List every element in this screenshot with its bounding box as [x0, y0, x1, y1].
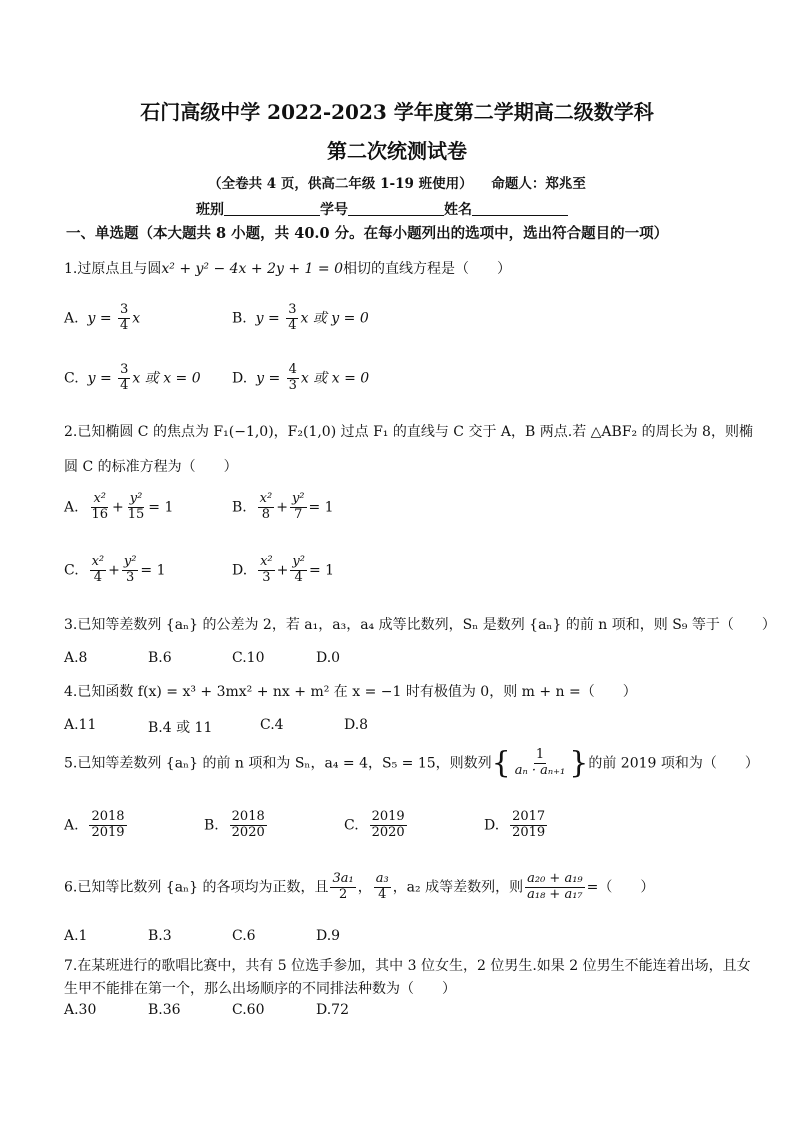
question-3-option-c[interactable]: C.10 [232, 650, 265, 666]
question-4-option-a[interactable]: A.11 [64, 717, 97, 733]
question-5-option-b[interactable]: B. $\frac{2018}{2020}$ [204, 809, 265, 840]
question-6-option-c[interactable]: C.6 [232, 928, 256, 944]
exam-info: （全卷共 4 页，供高二年级 1-19 班使用） 命题人：郑兆至 [208, 176, 586, 192]
question-1-option-d[interactable]: D. y = $\frac{4}{3}$ x 或 x = 0 [232, 362, 370, 393]
question-7-stem-line-1: 7.在某班进行的歌唱比赛中，共有 5 位选手参加，其中 3 位女生，2 位男生.如果 2 位男生不能连着出场，且女 [64, 958, 751, 974]
question-7-option-b[interactable]: B.36 [148, 1002, 181, 1018]
question-7-stem-line-2: 生甲不能排在第一个，那么出场顺序的不同排法种数为（ ） [64, 981, 456, 997]
question-2-option-c[interactable]: C. $\frac{\text{x²}}{4}$ + $\frac{\text{y²}}{3}$ = 1 [64, 554, 166, 585]
question-2-option-a[interactable]: A. $\frac{\text{x²}}{16}$ + $\frac{\text{y²}}{15}$ = 1 [64, 491, 174, 522]
question-7-option-a[interactable]: A.30 [64, 1002, 97, 1018]
question-1-stem: 1.过原点且与圆x² + y² − 4x + 2y + 1 = 0相切的直线方程是（ ） [64, 261, 511, 277]
question-4-option-d[interactable]: D.8 [344, 717, 369, 733]
name-blank[interactable] [472, 202, 568, 216]
question-1-option-c[interactable]: C. y = $\frac{3}{4}$ x 或 x = 0 [64, 362, 201, 393]
number-label: 学号 [320, 202, 348, 218]
question-2-option-d[interactable]: D. $\frac{\text{x²}}{3}$ + $\frac{\text{y²}}{4}$ = 1 [232, 554, 335, 585]
question-6-stem: 6.已知等比数列 {aₙ} 的各项均为正数，且 $\frac{\text{3a₁}}{2}$ ， $\frac{\text{a₃}}{4}$ ，a₂ 成等差数列，则 $\frac{\text{a₂₀ + a₁₉}}{\text{a₁₈ + a₁₇}}$ =（ ） [64, 871, 655, 902]
question-6-option-a[interactable]: A.1 [64, 928, 88, 944]
question-4-stem: 4.已知函数 f(x) = x³ + 3mx² + nx + m² 在 x = −1 时有极值为 0，则 m + n =（ ） [64, 684, 637, 700]
question-7-option-c[interactable]: C.60 [232, 1002, 265, 1018]
question-3-stem: 3.已知等差数列 {aₙ} 的公差为 2，若 a₁，a₃，a₄ 成等比数列，Sₙ 是数列 {aₙ} 的前 n 项和，则 S₉ 等于（ ） [64, 617, 776, 633]
name-label: 姓名 [444, 202, 472, 218]
question-5-stem: 5.已知等差数列 {aₙ} 的前 n 项和为 Sₙ，a₄ = 4，S₅ = 15，则数列{ $\frac{1}{\text{aₙ · aₙ₊₁}}$ }的前 2019 项和为（ ） [64, 745, 759, 781]
circle-equation: x² + y² − 4x + 2y + 1 = 0 [161, 261, 343, 277]
section-title: 一、单选题（本大题共 8 小题，共 40.0 分。在每小题列出的选项中，选出符合题目的一项） [66, 225, 669, 242]
question-2-option-b[interactable]: B. $\frac{\text{x²}}{8}$ + $\frac{\text{y²}}{7}$ = 1 [232, 491, 334, 522]
question-3-option-d[interactable]: D.0 [316, 650, 341, 666]
number-blank[interactable] [348, 202, 444, 216]
question-5-option-d[interactable]: D. $\frac{2017}{2019}$ [484, 809, 546, 840]
question-7-option-d[interactable]: D.72 [316, 1002, 349, 1018]
right-brace: } [569, 745, 589, 781]
question-4-option-c[interactable]: C.4 [260, 717, 284, 733]
question-6-option-b[interactable]: B.3 [148, 928, 172, 944]
class-blank[interactable] [224, 202, 320, 216]
question-5-option-a[interactable]: A. $\frac{2018}{2019}$ [64, 809, 125, 840]
exam-subtitle: 第二次统测试卷 [327, 139, 467, 163]
question-5-option-c[interactable]: C. $\frac{2019}{2020}$ [344, 809, 405, 840]
question-1-option-b[interactable]: B. y = $\frac{3}{4}$ x 或 y = 0 [232, 302, 369, 333]
question-2-stem-line-2: 圆 C 的标准方程为（ ） [64, 459, 238, 475]
question-4-option-b[interactable]: B.4 或 11 [148, 720, 213, 736]
question-1-option-a[interactable]: A. y = $\frac{3}{4}$ x [64, 302, 141, 333]
class-label: 班别 [196, 202, 224, 218]
question-3-option-a[interactable]: A.8 [64, 650, 88, 666]
question-3-option-b[interactable]: B.6 [148, 650, 172, 666]
question-2-stem-line-1: 2.已知椭圆 C 的焦点为 F₁(−1,0)，F₂(1,0) 过点 F₁ 的直线与 C 交于 A，B 两点.若 △ABF₂ 的周长为 8，则椭 [64, 424, 753, 440]
left-brace: { [491, 745, 511, 781]
exam-title: 石门高级中学 2022-2023 学年度第二学期高二级数学科 [140, 100, 654, 124]
student-info-row [196, 199, 616, 219]
question-6-option-d[interactable]: D.9 [316, 928, 341, 944]
